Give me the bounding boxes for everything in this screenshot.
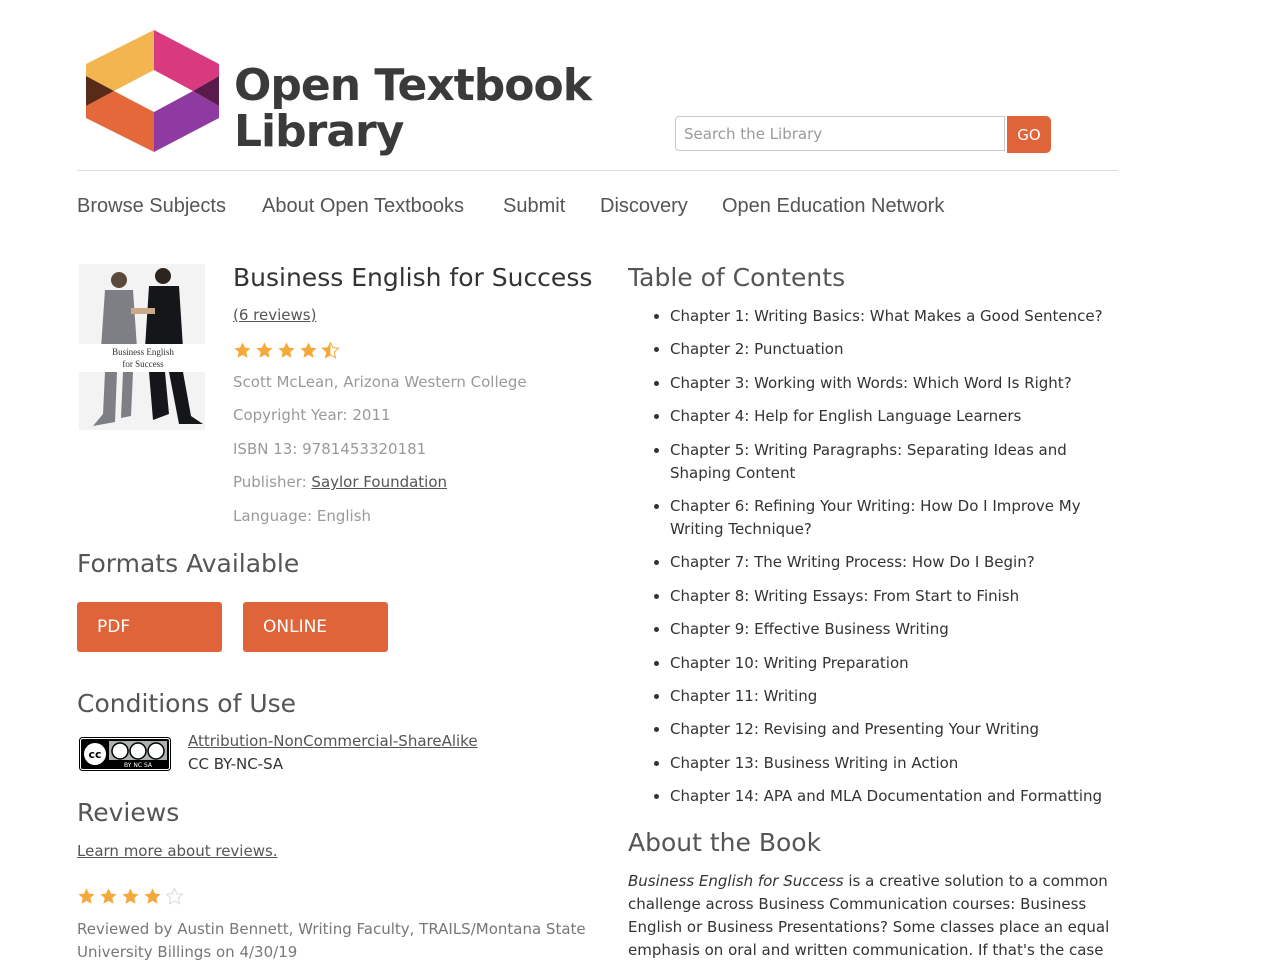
svg-text:cc: cc (88, 748, 102, 761)
toc-item: Chapter 10: Writing Preparation (670, 652, 1128, 675)
publisher-link[interactable]: Saylor Foundation (311, 473, 448, 491)
publisher-label: Publisher: (233, 473, 312, 491)
toc-item: Chapter 4: Help for English Language Learners (670, 405, 1128, 428)
toc-item: Chapter 2: Punctuation (670, 338, 1128, 361)
book-copyright: Copyright Year: 2011 (233, 406, 391, 424)
book-authors: Scott McLean, Arizona Western College (233, 373, 527, 391)
star-icon (277, 341, 296, 364)
star-icon (255, 341, 274, 364)
star-icon (299, 341, 318, 364)
book-title: Business English for Success (233, 263, 593, 292)
about-description (628, 870, 1118, 962)
about-heading: About the Book (628, 828, 822, 857)
nav-browse-subjects[interactable]: Browse Subjects (77, 195, 226, 217)
logo-text-line1[interactable]: Open Textbook (234, 60, 592, 111)
toc-item: Chapter 11: Writing (670, 685, 1128, 708)
book-cover-image (79, 264, 205, 430)
book-isbn: ISBN 13: 9781453320181 (233, 440, 427, 458)
online-format-button[interactable]: ONLINE (243, 602, 388, 652)
search-go-button[interactable]: GO (1007, 116, 1051, 153)
license-code: CC BY-NC-SA (188, 755, 284, 773)
toc-item: Chapter 7: The Writing Process: How Do I Begin? (670, 551, 1128, 574)
toc-item: Chapter 12: Revising and Presenting Your Writing (670, 718, 1128, 741)
toc-item: Chapter 14: APA and MLA Documentation and Formatting (670, 785, 1128, 808)
book-publisher (233, 473, 447, 491)
search-input[interactable] (675, 116, 1005, 151)
nav-discovery[interactable]: Discovery (600, 195, 688, 217)
toc-list (628, 305, 1128, 818)
toc-item: Chapter 8: Writing Essays: From Start to Finish (670, 585, 1128, 608)
learn-more-reviews-link[interactable]: Learn more about reviews. (77, 842, 278, 860)
review-rating-stars (77, 887, 184, 910)
license-name-link[interactable]: Attribution-NonCommercial-ShareAlike (188, 732, 478, 750)
toc-item: Chapter 1: Writing Basics: What Makes a Good Sentence? (670, 305, 1128, 328)
conditions-heading: Conditions of Use (77, 689, 297, 718)
book-language: Language: English (233, 507, 372, 525)
nav-open-education-network[interactable]: Open Education Network (722, 195, 945, 217)
toc-item: Chapter 9: Effective Business Writing (670, 618, 1128, 641)
star-icon (233, 341, 252, 364)
book-rating-stars (233, 341, 340, 364)
reviews-count-link[interactable]: (6 reviews) (233, 306, 317, 324)
cover-title-line1: Business English (112, 347, 174, 357)
toc-item: Chapter 13: Business Writing in Action (670, 752, 1128, 775)
cover-title-line2: for Success (122, 359, 164, 369)
about-text-body: is a creative solution to a common challenge across Business Communication courses: Business English or Business Presentations? Some classes place an equal emphasis on oral and written communication. If that's the case (628, 872, 1110, 959)
review-author: Reviewed by Austin Bennett, Writing Faculty, TRAILS/Montana State University Billings on 4/30/19 (77, 920, 586, 961)
pdf-format-button[interactable]: PDF (77, 602, 222, 652)
cc-badge-text: BY NC SA (124, 762, 152, 769)
header-divider (77, 170, 1118, 171)
logo-text-line2[interactable]: Library (234, 106, 404, 157)
star-icon (99, 887, 118, 910)
formats-heading: Formats Available (77, 549, 300, 578)
cc-license-badge-icon[interactable] (79, 737, 171, 771)
open-textbook-library-logo[interactable] (86, 30, 221, 152)
star-icon (321, 341, 340, 364)
nav-submit[interactable]: Submit (503, 195, 566, 217)
reviews-heading: Reviews (77, 798, 180, 827)
toc-item: Chapter 5: Writing Paragraphs: Separating Ideas and Shaping Content (670, 439, 1128, 485)
about-book-title: Business English for Success (628, 872, 844, 890)
star-icon (165, 887, 184, 910)
star-icon (77, 887, 96, 910)
toc-item: Chapter 6: Refining Your Writing: How Do I Improve My Writing Technique? (670, 495, 1128, 541)
nav-about-open-textbooks[interactable]: About Open Textbooks (262, 195, 464, 217)
toc-item: Chapter 3: Working with Words: Which Word Is Right? (670, 372, 1128, 395)
star-icon (143, 887, 162, 910)
star-icon (121, 887, 140, 910)
toc-heading: Table of Contents (628, 263, 846, 292)
